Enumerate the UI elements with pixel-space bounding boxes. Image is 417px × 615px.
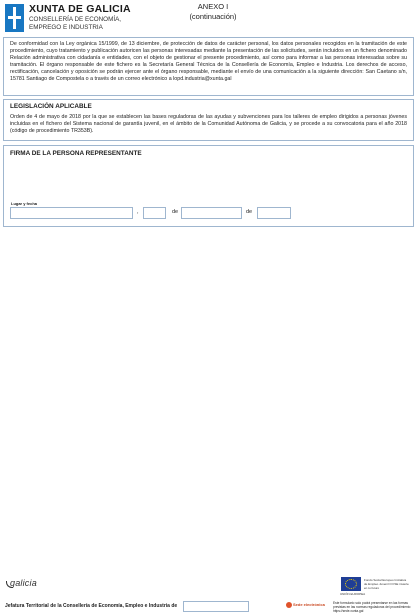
brand-title: XUNTA DE GALICIA bbox=[29, 3, 131, 15]
sede-electronica-text: Este formulario solo podrá presentarse en las formas previstas en las normas reguladoras del procedimiento https://sede.xunta.gal bbox=[333, 601, 411, 614]
place-date-label: Lugar y fecha bbox=[11, 201, 38, 206]
annex-title: ANEXO I bbox=[197, 2, 229, 11]
brand-department-line1: CONSELLERÍA DE ECONOMÍA, bbox=[29, 16, 122, 23]
de-separator-1: de bbox=[172, 209, 179, 215]
legislation-box bbox=[3, 99, 414, 141]
place-input[interactable] bbox=[10, 207, 133, 219]
annex-heading bbox=[168, 2, 258, 21]
comma-separator: , bbox=[137, 209, 139, 215]
office-line: Jefatura Territorial de la Consellería de Economía, Empleo e Industria de bbox=[5, 603, 178, 609]
eu-flag-icon bbox=[341, 577, 361, 591]
legislation-title: LEGISLACIÓN APLICABLE bbox=[10, 103, 92, 110]
de-separator-2: de bbox=[246, 209, 253, 215]
galicia-swoosh-icon bbox=[6, 581, 13, 588]
day-input[interactable] bbox=[143, 207, 166, 219]
eu-label: UNIÓN EUROPEA bbox=[340, 592, 366, 596]
sede-electronica-icon bbox=[286, 602, 292, 608]
eu-fund-text: Fondo Social Europeo Iniciativa de Empleo Juvenil O FSE invierte en tu futuro bbox=[364, 578, 409, 590]
year-input[interactable] bbox=[257, 207, 291, 219]
privacy-notice-text: De conformidad con la Ley orgánica 15/1999, de 13 diciembre, de protección de datos de carácter personal, los datos personales recogidos en la tramitación de este procedimiento, cuyo tratamiento y publicación autoricen las personas interesadas mediante la presentación de las solicitudes, serán incluidos en un fichero denominado Relación administrativa con cidadanía e entidades, con el objeto de gestionar el presente procedimiento, así como para informar a las personas interesadas sobre su tramitación. El órgano responsable de este fichero es la Secretaría General Técnica de la Consellería de Economía, Empleo e Industria. Los derechos de acceso, rectificación, cancelación y oposición se podrán ejercer ante el órgano responsable, mediante el envío de una comunicación a la siguiente dirección: San Caetano s/n, 15781 Santiago de Compostela o a través de un correo electrónico a lopd.industria@xunta.gal bbox=[10, 41, 407, 83]
galicia-logo bbox=[10, 578, 37, 588]
office-province-input[interactable] bbox=[183, 601, 249, 612]
signature-title: FIRMA DE LA PERSONA REPRESENTANTE bbox=[10, 150, 142, 157]
brand-department-line2: EMPREGO E INDUSTRIA bbox=[29, 24, 103, 31]
signature-box bbox=[3, 145, 414, 227]
galicia-logo-text: galicia bbox=[10, 578, 37, 588]
privacy-notice-box bbox=[3, 37, 414, 96]
month-input[interactable] bbox=[181, 207, 242, 219]
annex-subtitle: (continuación) bbox=[189, 11, 237, 21]
xunta-logo-icon bbox=[5, 4, 24, 32]
sede-electronica-label: Sede electrónica bbox=[293, 602, 325, 607]
legislation-text: Orden de 4 de mayo de 2018 por la que se establecen las bases reguladoras de las ayudas y subvenciones para los talleres de empleo dirigidos a personas jóvenes incluidas en el fichero del Sistema nacional de garantía juvenil, en el ámbito de la Comunidad Autónoma de Galicia, y se procede a su convocatoria para el año 2018 (código de procedimiento TR353B). bbox=[10, 114, 407, 135]
